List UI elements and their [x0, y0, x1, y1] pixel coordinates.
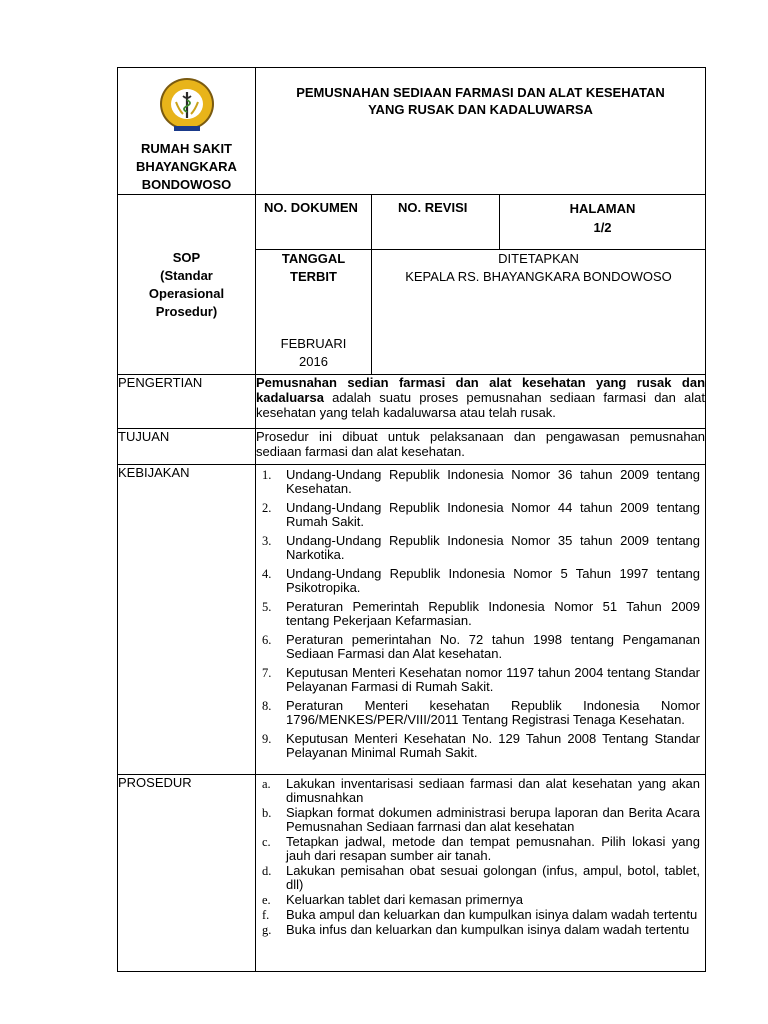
- prosedur-item: a. Lakukan inventarisasi sediaan farmasi dan alat kesehatan yang akan dimusnahkan: [262, 776, 701, 805]
- prosedur-list: [260, 777, 700, 937]
- pengertian-content: [256, 375, 706, 429]
- tujuan-label-cell: [118, 429, 256, 465]
- sop-label-line-2: (Standar: [160, 267, 213, 283]
- ditetapkan-cell: [372, 250, 706, 375]
- no-dokumen-cell: [256, 195, 372, 250]
- prosedur-item: e. Keluarkan tablet dari kemasan primernya: [262, 892, 524, 907]
- kebijakan-item: 2. Undang-Undang Republik Indonesia Nomor 44 tahun 2009 tentang Rumah Sakit.: [262, 500, 701, 529]
- kebijakan-item: 4. Undang-Undang Republik Indonesia Nomor 5 Tahun 1997 tentang Psikotropika.: [262, 566, 701, 595]
- tujuan-text: Prosedur ini dibuat untuk pelaksanaan dan pengawasan pemusnahan sediaan farmasi dan alat kesehatan.: [256, 429, 706, 459]
- hospital-name-line-3: BONDOWOSO: [141, 177, 232, 192]
- document-title-line-2: YANG RUSAK DAN KADALUWARSA: [368, 102, 593, 117]
- document-title-cell: [256, 68, 706, 195]
- tujuan-content: [256, 429, 706, 465]
- prosedur-label: PROSEDUR: [118, 775, 192, 790]
- kebijakan-item: 8. Peraturan Menteri kesehatan Republik Indonesia Nomor 1796/MENKES/PER/VIII/2011 Tentang Registrasi Tenaga Kesehatan.: [262, 698, 701, 727]
- sop-label-line-4: Prosedur): [155, 303, 218, 319]
- kebijakan-label: KEBIJAKAN: [118, 465, 190, 480]
- prosedur-item: g. Buka infus dan keluarkan dan kumpulkan isinya dalam wadah tertentu: [262, 922, 690, 937]
- sop-label-line-1: SOP: [172, 249, 201, 265]
- hospital-logo: [152, 74, 222, 136]
- kebijakan-item: 7. Keputusan Menteri Kesehatan nomor 1197 tahun 2004 tentang Standar Pelayanan Farmasi di Rumah Sakit.: [262, 665, 701, 694]
- tanggal-terbit-value-2: 2016: [299, 354, 328, 369]
- tanggal-terbit-cell: [256, 250, 372, 375]
- hospital-name-line-1: RUMAH SAKIT: [141, 141, 232, 156]
- no-dokumen-label: NO. DOKUMEN: [264, 200, 358, 215]
- kebijakan-item: 9. Keputusan Menteri Kesehatan No. 129 Tahun 2008 Tentang Standar Pelayanan Minimal Rumah Sakit.: [262, 731, 701, 760]
- tanggal-terbit-label-2: TERBIT: [290, 269, 337, 284]
- document-title-line-1: PEMUSNAHAN SEDIAAN FARMASI DAN ALAT KESEHATAN: [296, 85, 665, 100]
- tanggal-terbit-value-1: FEBRUARI: [280, 336, 347, 351]
- pengertian-bold-text: Pemusnahan sedian farmasi dan alat kesehatan yang rusak dan kadaluarsa: [256, 375, 706, 405]
- ditetapkan-label: DITETAPKAN: [498, 251, 579, 266]
- prosedur-item: c. Tetapkan jadwal, metode dan tempat pemusnahan. Pilih lokasi yang jauh dari resapan sumber air tanah.: [262, 834, 701, 863]
- tanggal-terbit-label-1: TANGGAL: [281, 251, 346, 266]
- no-revisi-label: NO. REVISI: [398, 200, 468, 215]
- pengertian-label-cell: [118, 375, 256, 429]
- kebijakan-content: [256, 465, 706, 775]
- kebijakan-list: [260, 468, 700, 760]
- sop-label-cell: [118, 195, 256, 375]
- halaman-cell: [500, 195, 706, 250]
- pengertian-text: adalah suatu proses pemusnahan sediaan farmasi dan alat kesehatan yang telah kadaluwarsa atau telah rusak.: [256, 390, 706, 420]
- sop-label-line-3: Operasional: [148, 285, 225, 301]
- prosedur-item: b. Siapkan format dokumen administrasi berupa laporan dan Berita Acara Pemusnahan Sediaan farrnasi dan alat kesehatan: [262, 805, 701, 834]
- halaman-label: HALAMAN: [569, 201, 636, 216]
- kebijakan-label-cell: [118, 465, 256, 775]
- no-revisi-cell: [372, 195, 500, 250]
- kepala-rs-label: KEPALA RS. BHAYANGKARA BONDOWOSO: [405, 269, 672, 284]
- halaman-value: 1/2: [593, 220, 612, 235]
- prosedur-label-cell: [118, 775, 256, 972]
- prosedur-content: [256, 775, 706, 972]
- kebijakan-item: 3. Undang-Undang Republik Indonesia Nomor 35 tahun 2009 tentang Narkotika.: [262, 533, 701, 562]
- hospital-cell: [118, 68, 256, 195]
- pengertian-label: PENGERTIAN: [118, 375, 203, 390]
- tujuan-label: TUJUAN: [118, 429, 170, 444]
- sop-document-table: [117, 67, 706, 972]
- hospital-name-line-2: BHAYANGKARA: [136, 159, 237, 174]
- prosedur-item: f. Buka ampul dan keluarkan dan kumpulkan isinya dalam wadah tertentu: [262, 907, 698, 922]
- kebijakan-item: 6. Peraturan pemerintahan No. 72 tahun 1998 tentang Pengamanan Sediaan Farmasi dan Alat kesehatan.: [262, 632, 701, 661]
- kebijakan-item: 1. Undang-Undang Republik Indonesia Nomor 36 tahun 2009 tentang Kesehatan.: [262, 467, 701, 496]
- prosedur-item: d. Lakukan pemisahan obat sesuai golongan (infus, ampul, botol, tablet, dll): [262, 863, 701, 892]
- kebijakan-item: 5. Peraturan Pemerintah Republik Indonesia Nomor 51 Tahun 2009 tentang Pekerjaan Kefarmasian.: [262, 599, 701, 628]
